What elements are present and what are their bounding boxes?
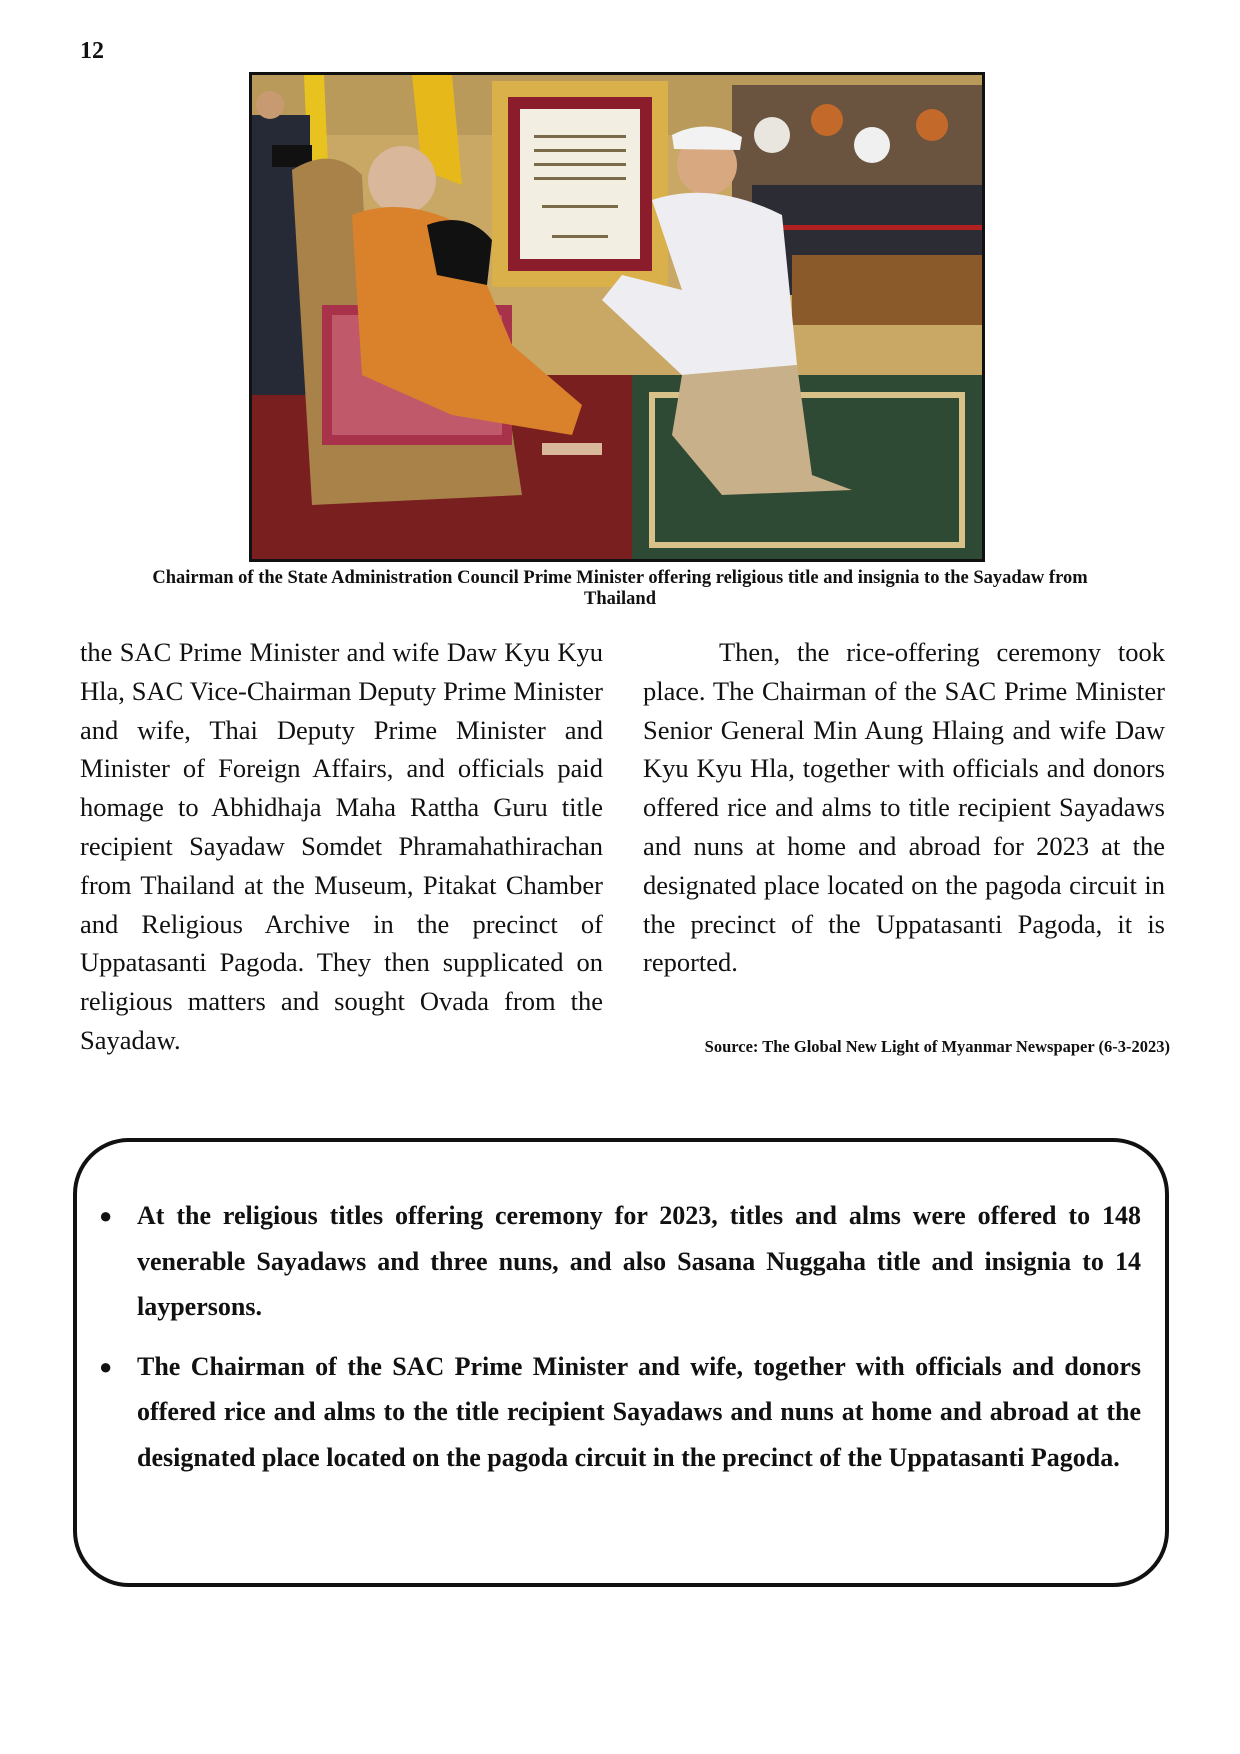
page-number: 12 [80,38,104,64]
summary-bullet-text: The Chairman of the SAC Prime Minister and wife, together with officials and donors offered rice and alms to the title recipient Sayadaws and nuns at home and abroad at the designated place located on the pagoda circuit in the precinct of the Uppatasanti Pagoda. [137,1351,1141,1472]
summary-bullet-item [99,1193,1141,1330]
photo-caption: Chairman of the State Administration Council Prime Minister offering religious title and insignia to the Sayadaw from Thailand [152,568,1088,609]
article-left-column: the SAC Prime Minister and wife Daw Kyu Kyu Hla, SAC Vice-Chairman Deputy Prime Minister and wife, Thai Deputy Prime Minister and Minister of Foreign Affairs, and officials paid homage to Abhidhaja Maha Rattha Guru title recipient Sayadaw Somdet Phramahathirachan from Thailand at the Museum, Pitakat Chamber and Religious Archive in the precinct of Uppatasanti Pagoda. They then supplicated on religious matters and sought Ovada from the Sayadaw. [80,637,603,1055]
summary-bullet-text: At the religious titles offering ceremony for 2023, titles and alms were offered to 148 venerable Sayadaws and three nuns, and also Sasana Nuggaha title and insignia to 14 laypersons. [137,1201,1141,1321]
bullet-icon: ● [99,1203,113,1228]
article-source: Source: The Global New Light of Myanmar Newspaper (6-3-2023) [704,1037,1170,1056]
article-right-paragraph: Then, the rice-offering ceremony took place. The Chairman of the SAC Prime Minister Senior General Min Aung Hlaing and wife Daw Kyu Kyu Hla, together with officials and donors offered rice and alms to title recipient Sayadaws and nuns at home and abroad for 2023 at the designated place located on the pagoda circuit in the precinct of the Uppatasanti Pagoda, it is reported. [643,637,1165,978]
ceremony-photo [249,72,985,562]
summary-list [99,1193,1141,1494]
summary-bullet-item [99,1344,1141,1481]
bullet-icon: ● [99,1353,113,1379]
article-right-column [643,633,1165,982]
ceremony-photo-illustration [252,75,982,559]
